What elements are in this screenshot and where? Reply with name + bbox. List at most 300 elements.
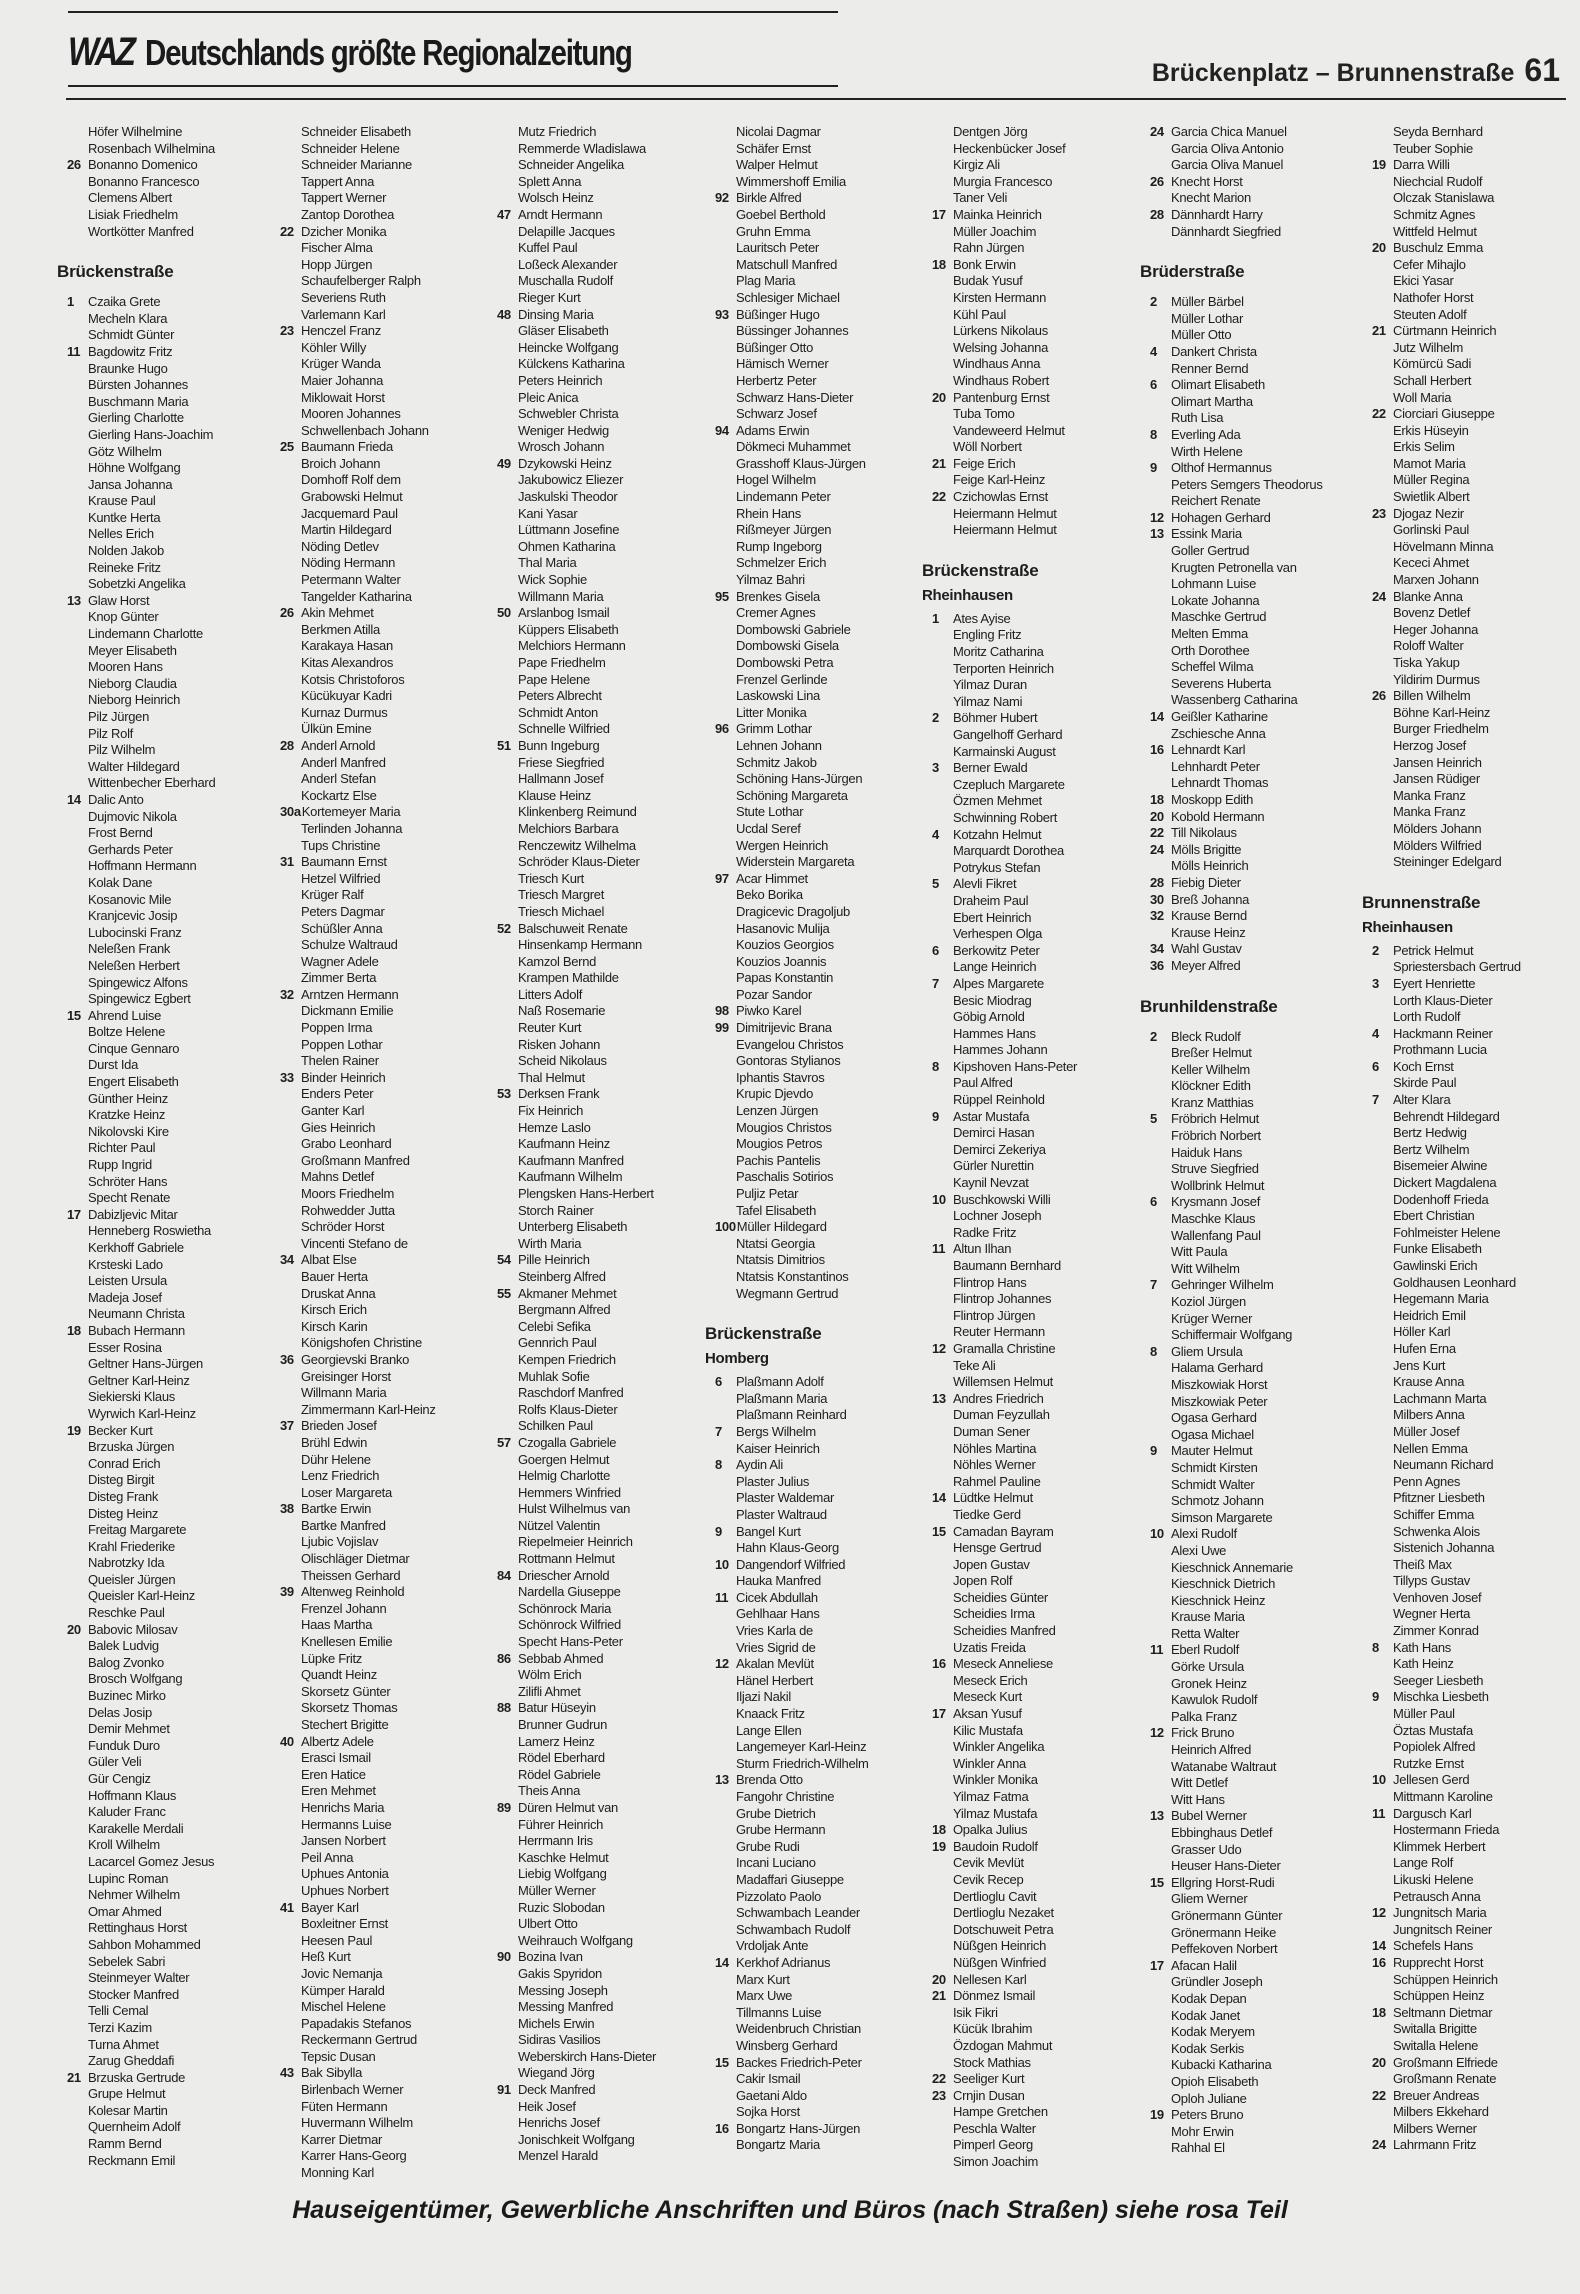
directory-entry (280, 273, 495, 290)
resident-name: Gorlinski Paul (1393, 522, 1469, 538)
resident-name: Lindemann Peter (736, 489, 831, 505)
directory-entry (932, 1872, 1147, 1889)
directory-entry (280, 1949, 495, 1966)
resident-name: Mutz Friedrich (518, 124, 597, 139)
resident-name: Lange Rolf (1393, 1855, 1453, 1871)
house-number: 16 (715, 2120, 729, 2136)
resident-name: Heß Kurt (301, 1949, 351, 1965)
directory-entry (280, 1485, 495, 1502)
directory-entry (1372, 323, 1580, 340)
resident-name: Müller Joachim (953, 223, 1037, 239)
resident-name: Hahn Klaus-Georg (736, 1540, 839, 1556)
resident-name: Sobetzki Angelika (88, 576, 186, 592)
directory-entry (932, 777, 1147, 794)
directory-entry (497, 1468, 712, 1485)
directory-entry (932, 694, 1147, 711)
directory-entry (1150, 1327, 1365, 1344)
directory-entry (497, 1617, 712, 1634)
directory-entry (715, 1136, 930, 1153)
house-number: 5 (1150, 1111, 1157, 1127)
resident-name: Klause Heinz (518, 787, 591, 803)
directory-entry (715, 240, 930, 257)
directory-entry (280, 1203, 495, 1220)
house-number: 21 (932, 1988, 946, 2004)
resident-name: Hemmers Winfried (518, 1484, 621, 1500)
directory-entry (1150, 1808, 1365, 1825)
directory-entry (1150, 875, 1365, 892)
resident-name: Birkle Alfred (736, 190, 802, 206)
directory-entry (280, 2165, 495, 2182)
resident-name: Wagner Adele (301, 953, 379, 969)
resident-name: Uzatis Freida (953, 1639, 1026, 1655)
directory-entry (1150, 1991, 1365, 2008)
resident-name: Müller Josef (1393, 1423, 1460, 1439)
directory-entry (1372, 1822, 1580, 1839)
resident-name: Demirci Zekeriya (953, 1141, 1046, 1157)
resident-name: Arndt Hermann (518, 206, 603, 222)
directory-entry (715, 1673, 930, 1690)
resident-name: Terlinden Johanna (301, 820, 403, 836)
directory-entry (1372, 705, 1580, 722)
directory-entry (932, 1026, 1147, 1043)
resident-name: Krüger Werner (1171, 1310, 1253, 1326)
resident-name: Eyert Henriette (1393, 975, 1476, 991)
resident-name: Hasanovic Mulija (736, 920, 830, 936)
resident-name: Dargusch Karl (1393, 1805, 1472, 1821)
resident-name: Omar Ahmed (88, 1903, 162, 1919)
resident-name: Nikolovski Kire (88, 1123, 169, 1139)
directory-entry (280, 1966, 495, 1983)
directory-entry (1372, 2121, 1580, 2138)
resident-name: Altun Ilhan (953, 1241, 1012, 1257)
directory-entry (932, 727, 1147, 744)
resident-name: Pachis Pantelis (736, 1152, 821, 1168)
resident-name: Kaynil Nevzat (953, 1175, 1029, 1191)
resident-name: Dalic Anto (88, 791, 144, 807)
resident-name: Laskowski Lina (736, 688, 820, 704)
resident-name: Schneider Helene (301, 140, 400, 156)
directory-entry (67, 460, 282, 477)
directory-entry (67, 477, 282, 494)
resident-name: Bagdowitz Fritz (88, 343, 173, 359)
directory-entry (715, 1922, 930, 1939)
directory-entry (1372, 976, 1580, 993)
resident-name: Ulbert Otto (518, 1916, 578, 1932)
directory-entry (497, 1501, 712, 1518)
resident-name: Breßer Helmut (1171, 1045, 1252, 1061)
resident-name: Krause Anna (1393, 1374, 1465, 1390)
resident-name: Yilmaz Mustafa (953, 1805, 1038, 1821)
resident-name: Wergen Heinrich (736, 837, 829, 853)
resident-name: Koch Ernst (1393, 1058, 1454, 1074)
resident-name: Iphantis Stavros (736, 1069, 825, 1085)
directory-entry (1372, 2071, 1580, 2088)
resident-name: Schüppen Heinz (1393, 1988, 1485, 2004)
resident-name: Peschla Walter (953, 2120, 1036, 2136)
directory-entry (67, 493, 282, 510)
resident-name: Uphues Antonia (301, 1866, 389, 1882)
resident-name: Nardella Giuseppe (518, 1584, 621, 1600)
resident-name: Witt Paula (1171, 1244, 1228, 1260)
resident-name: Lohmann Luise (1171, 576, 1256, 592)
resident-name: Düren Helmut van (518, 1799, 618, 1815)
directory-entry (932, 1308, 1147, 1325)
resident-name: Kaiser Heinrich (736, 1440, 820, 1456)
resident-name: Naß Rosemarie (518, 1003, 606, 1019)
directory-entry (67, 1954, 282, 1971)
resident-name: Lehnardt Karl (1171, 742, 1246, 758)
resident-name: Aydin Ali (736, 1457, 783, 1473)
resident-name: Lehnhardt Peter (1171, 758, 1260, 774)
directory-entry (1150, 1593, 1365, 1610)
directory-entry (67, 224, 282, 241)
directory-entry (1150, 1560, 1365, 1577)
house-number: 12 (1150, 1725, 1164, 1741)
directory-entry (1372, 141, 1580, 158)
resident-name: Till Nikolaus (1171, 825, 1237, 841)
directory-entry (280, 1302, 495, 1319)
resident-name: Delapille Jacques (518, 223, 615, 239)
directory-entry (67, 2103, 282, 2120)
resident-name: Dentgen Jörg (953, 124, 1028, 139)
resident-name: Krüger Wanda (301, 356, 381, 372)
resident-name: Czepluch Margarete (953, 776, 1065, 792)
directory-entry (715, 390, 930, 407)
resident-name: Rödel Gabriele (518, 1766, 601, 1782)
resident-name: Meyer Elisabeth (88, 642, 177, 658)
resident-name: Madaffari Giuseppe (736, 1871, 844, 1887)
directory-entry (497, 1302, 712, 1319)
resident-name: Kath Hans (1393, 1639, 1452, 1655)
directory-entry (715, 1203, 930, 1220)
resident-name: Schmidt Walter (1171, 1476, 1255, 1492)
house-number: 22 (1150, 825, 1164, 841)
directory-entry (715, 257, 930, 274)
directory-entry (932, 2088, 1147, 2105)
resident-name: Djogaz Nezir (1393, 505, 1464, 521)
directory-entry (497, 1800, 712, 1817)
directory-entry (497, 871, 712, 888)
house-number: 8 (1372, 1639, 1379, 1655)
directory-entry (497, 755, 712, 772)
resident-name: Pizzolato Paolo (736, 1888, 822, 1904)
resident-name: Jopen Rolf (953, 1573, 1013, 1589)
resident-name: Balog Zvonko (88, 1654, 164, 1670)
resident-name: Bonk Erwin (953, 256, 1016, 272)
directory-entry (1372, 1308, 1580, 1325)
directory-entry (932, 1640, 1147, 1657)
directory-entry (1372, 1673, 1580, 1690)
resident-name: Karrer Hans-Georg (301, 2148, 407, 2164)
directory-entry (280, 1070, 495, 1087)
resident-name: Wallenfang Paul (1171, 1227, 1261, 1243)
directory-entry (67, 1107, 282, 1124)
resident-name: Müller Hildegard (736, 1219, 827, 1235)
directory-entry (280, 472, 495, 489)
resident-name: Marxen Johann (1393, 572, 1479, 588)
resident-name: Wick Sophie (518, 572, 587, 588)
directory-entry (932, 2038, 1147, 2055)
resident-name: Richter Paul (88, 1140, 156, 1156)
resident-name: Heinrich Alfred (1171, 1742, 1252, 1758)
resident-name: Mamot Maria (1393, 455, 1466, 471)
directory-entry (280, 224, 495, 241)
resident-name: Höhne Wolfgang (88, 460, 181, 476)
resident-name: Rahn Jürgen (953, 240, 1025, 256)
resident-name: Stocker Manfred (88, 1986, 179, 2002)
directory-entry (497, 1999, 712, 2016)
directory-entry (932, 174, 1147, 191)
directory-entry (497, 1037, 712, 1054)
resident-name: Weihrauch Wolfgang (518, 1932, 633, 1948)
district-heading: Rheinhausen (922, 586, 1013, 604)
directory-entry (932, 1457, 1147, 1474)
directory-entry (280, 1020, 495, 1037)
directory-entry (497, 1252, 712, 1269)
directory-entry (932, 2104, 1147, 2121)
directory-entry (932, 1192, 1147, 1209)
directory-entry (497, 1700, 712, 1717)
directory-entry (67, 1041, 282, 1058)
directory-entry (715, 506, 930, 523)
directory-entry (932, 1059, 1147, 1076)
house-number: 18 (1150, 791, 1164, 807)
directory-entry (932, 2021, 1147, 2038)
page-number: 61 (1524, 52, 1560, 88)
resident-name: Billen Wilhelm (1393, 688, 1471, 704)
directory-entry (67, 2053, 282, 2070)
directory-entry (932, 926, 1147, 943)
resident-name: Essink Maria (1171, 526, 1242, 542)
resident-name: Herbertz Peter (736, 372, 817, 388)
directory-entry (1372, 1872, 1580, 1889)
directory-entry (715, 1269, 930, 1286)
directory-entry (932, 390, 1147, 407)
resident-name: Scheidies Manfred (953, 1623, 1056, 1639)
resident-name: Cakir Ismail (736, 2071, 801, 2087)
resident-name: Kodak Depan (1171, 1990, 1247, 2006)
directory-entry (497, 1402, 712, 1419)
directory-entry (1372, 1407, 1580, 1424)
directory-entry (715, 572, 930, 589)
resident-name: Gronek Heinz (1171, 1675, 1247, 1691)
directory-entry (280, 1435, 495, 1452)
directory-entry (280, 506, 495, 523)
directory-entry (497, 771, 712, 788)
directory-entry (280, 921, 495, 938)
resident-name: Pilz Jürgen (88, 709, 150, 724)
directory-entry (1150, 2041, 1365, 2058)
directory-entry (67, 543, 282, 560)
resident-name: Conrad Erich (88, 1455, 161, 1471)
resident-name: Kücükuyar Kadri (301, 688, 392, 704)
resident-name: Dinsing Maria (518, 306, 594, 322)
masthead (68, 30, 632, 75)
resident-name: Jungnitsch Maria (1393, 1905, 1487, 1921)
directory-entry (1372, 605, 1580, 622)
directory-entry (280, 1402, 495, 1419)
resident-name: Steininger Edelgard (1393, 854, 1502, 870)
directory-entry (715, 1120, 930, 1137)
resident-name: Lochner Joseph (953, 1208, 1042, 1224)
resident-name: Müller Regina (1393, 472, 1470, 488)
resident-name: Halama Gerhard (1171, 1360, 1263, 1376)
resident-name: Renner Bernd (1171, 360, 1249, 376)
resident-name: Cinque Gennaro (88, 1040, 180, 1056)
directory-entry (280, 157, 495, 174)
directory-entry (67, 1970, 282, 1987)
resident-name: Nolden Jakob (88, 543, 164, 559)
directory-entry (1150, 1576, 1365, 1593)
directory-entry (715, 207, 930, 224)
resident-name: Dimitrijevic Brana (736, 1020, 832, 1036)
resident-name: Retta Walter (1171, 1625, 1240, 1641)
directory-entry (1150, 344, 1365, 361)
house-number: 54 (497, 1252, 511, 1268)
directory-entry (280, 257, 495, 274)
resident-name: Bürsten Johannes (88, 377, 188, 393)
directory-entry (932, 224, 1147, 241)
resident-name: Bongartz Hans-Jürgen (736, 2120, 861, 2136)
directory-entry (67, 2136, 282, 2153)
directory-entry (280, 1053, 495, 1070)
resident-name: Bleck Rudolf (1171, 1028, 1241, 1044)
directory-entry (715, 1739, 930, 1756)
resident-name: Michels Erwin (518, 2015, 595, 2031)
directory-entry (932, 1656, 1147, 1673)
resident-name: Loser Margareta (301, 1484, 392, 1500)
directory-entry (497, 141, 712, 158)
resident-name: Stock Mathias (953, 2054, 1031, 2070)
house-number: 14 (67, 791, 81, 807)
resident-name: Rahmel Pauline (953, 1473, 1041, 1489)
directory-entry (280, 406, 495, 423)
resident-name: Quandt Heinz (301, 1667, 377, 1683)
resident-name: Roloff Walter (1393, 638, 1464, 654)
resident-name: Büssinger Johannes (736, 323, 849, 339)
resident-name: Ntatsi Georgia (736, 1235, 815, 1251)
resident-name: Herzog Josef (1393, 737, 1466, 753)
resident-name: Huvermann Wilhelm (301, 2115, 413, 2131)
resident-name: Anderl Arnold (301, 737, 376, 753)
directory-entry (932, 611, 1147, 628)
resident-name: Spriestersbach Gertrud (1393, 959, 1521, 975)
street-heading: Brückenstraße (57, 262, 174, 282)
directory-entry (280, 721, 495, 738)
directory-entry (280, 340, 495, 357)
directory-entry (280, 2065, 495, 2082)
resident-name: Knaack Fritz (736, 1706, 805, 1722)
resident-name: Batur Hüseyin (518, 1700, 596, 1716)
resident-name: Delas Josip (88, 1704, 152, 1720)
house-number: 4 (1372, 1025, 1379, 1041)
resident-name: Schaufelberger Ralph (301, 273, 421, 289)
resident-name: Schneider Marianne (301, 157, 412, 173)
directory-entry (715, 1656, 930, 1673)
resident-name: Götz Wilhelm (88, 443, 162, 459)
directory-entry (1372, 1524, 1580, 1541)
resident-name: Gründler Joseph (1171, 1974, 1263, 1990)
resident-name: Widerstein Margareta (736, 854, 855, 870)
directory-entry (1372, 489, 1580, 506)
resident-name: Radke Fritz (953, 1224, 1017, 1240)
resident-name: Menzel Harald (518, 2148, 598, 2164)
directory-entry (932, 959, 1147, 976)
resident-name: Fröbrich Helmut (1171, 1111, 1259, 1127)
directory-entry (1150, 1526, 1365, 1543)
directory-entry (932, 456, 1147, 473)
directory-entry (67, 1439, 282, 1456)
resident-name: Gür Cengiz (88, 1771, 151, 1786)
directory-entry (67, 941, 282, 958)
resident-name: Krause Maria (1171, 1609, 1245, 1625)
directory-entry (1150, 1659, 1365, 1676)
resident-name: Peil Anna (301, 1849, 354, 1865)
resident-name: Buschkowski Willi (953, 1191, 1051, 1207)
resident-name: Sturm Friedrich-Wilhelm (736, 1755, 869, 1771)
resident-name: Dujmovic Nikola (88, 808, 177, 824)
resident-name: Bergs Wilhelm (736, 1423, 816, 1439)
resident-name: Georgievski Branko (301, 1351, 410, 1367)
resident-name: Nöding Detlev (301, 538, 379, 554)
resident-name: Messing Joseph (518, 1982, 608, 1998)
resident-name: Petermann Walter (301, 572, 401, 588)
directory-entry (280, 1352, 495, 1369)
resident-name: Gehlhaar Hans (736, 1606, 820, 1622)
resident-name: Rosenbach Wilhelmina (88, 140, 215, 156)
house-number: 34 (280, 1252, 294, 1268)
resident-name: Disteg Frank (88, 1488, 159, 1504)
directory-column-4 (705, 124, 930, 2154)
directory-entry (932, 522, 1147, 539)
directory-entry (67, 842, 282, 859)
directory-entry (280, 1866, 495, 1883)
directory-entry (497, 124, 712, 141)
directory-entry (715, 1540, 930, 1557)
resident-name: Mittmann Karoline (1393, 1789, 1493, 1804)
resident-name: Ruth Lisa (1171, 410, 1224, 426)
house-number: 30a (280, 804, 301, 820)
resident-name: Baumann Ernst (301, 854, 387, 870)
resident-name: Mahns Detlef (301, 1169, 374, 1185)
resident-name: Dännhardt Harry (1171, 206, 1263, 222)
resident-name: Brzuska Jürgen (88, 1439, 175, 1455)
directory-entry (497, 1817, 712, 1834)
directory-entry (67, 609, 282, 626)
house-number: 18 (1372, 2004, 1386, 2020)
resident-name: Külckens Katharina (518, 356, 625, 372)
resident-name: Thal Helmut (518, 1069, 585, 1085)
directory-entry (497, 605, 712, 622)
directory-entry (280, 1800, 495, 1817)
resident-name: Budak Yusuf (953, 273, 1023, 289)
directory-entry (67, 207, 282, 224)
resident-name: Großmann Renate (1393, 2071, 1497, 2087)
resident-name: Müller Otto (1171, 327, 1232, 343)
resident-name: Maschke Klaus (1171, 1211, 1256, 1227)
directory-column-5 (922, 124, 1147, 2171)
directory-entry (1372, 1706, 1580, 1723)
resident-name: Celebi Sefika (518, 1318, 591, 1334)
resident-name: Miszkowiak Horst (1171, 1376, 1268, 1392)
resident-name: Liebig Wolfgang (518, 1866, 607, 1882)
resident-name: Windhaus Anna (953, 356, 1041, 372)
directory-entry (67, 1555, 282, 1572)
directory-entry (280, 141, 495, 158)
resident-name: Watanabe Waltraut (1171, 1758, 1277, 1774)
directory-entry (932, 124, 1147, 141)
resident-name: Breß Johanna (1171, 891, 1250, 907)
